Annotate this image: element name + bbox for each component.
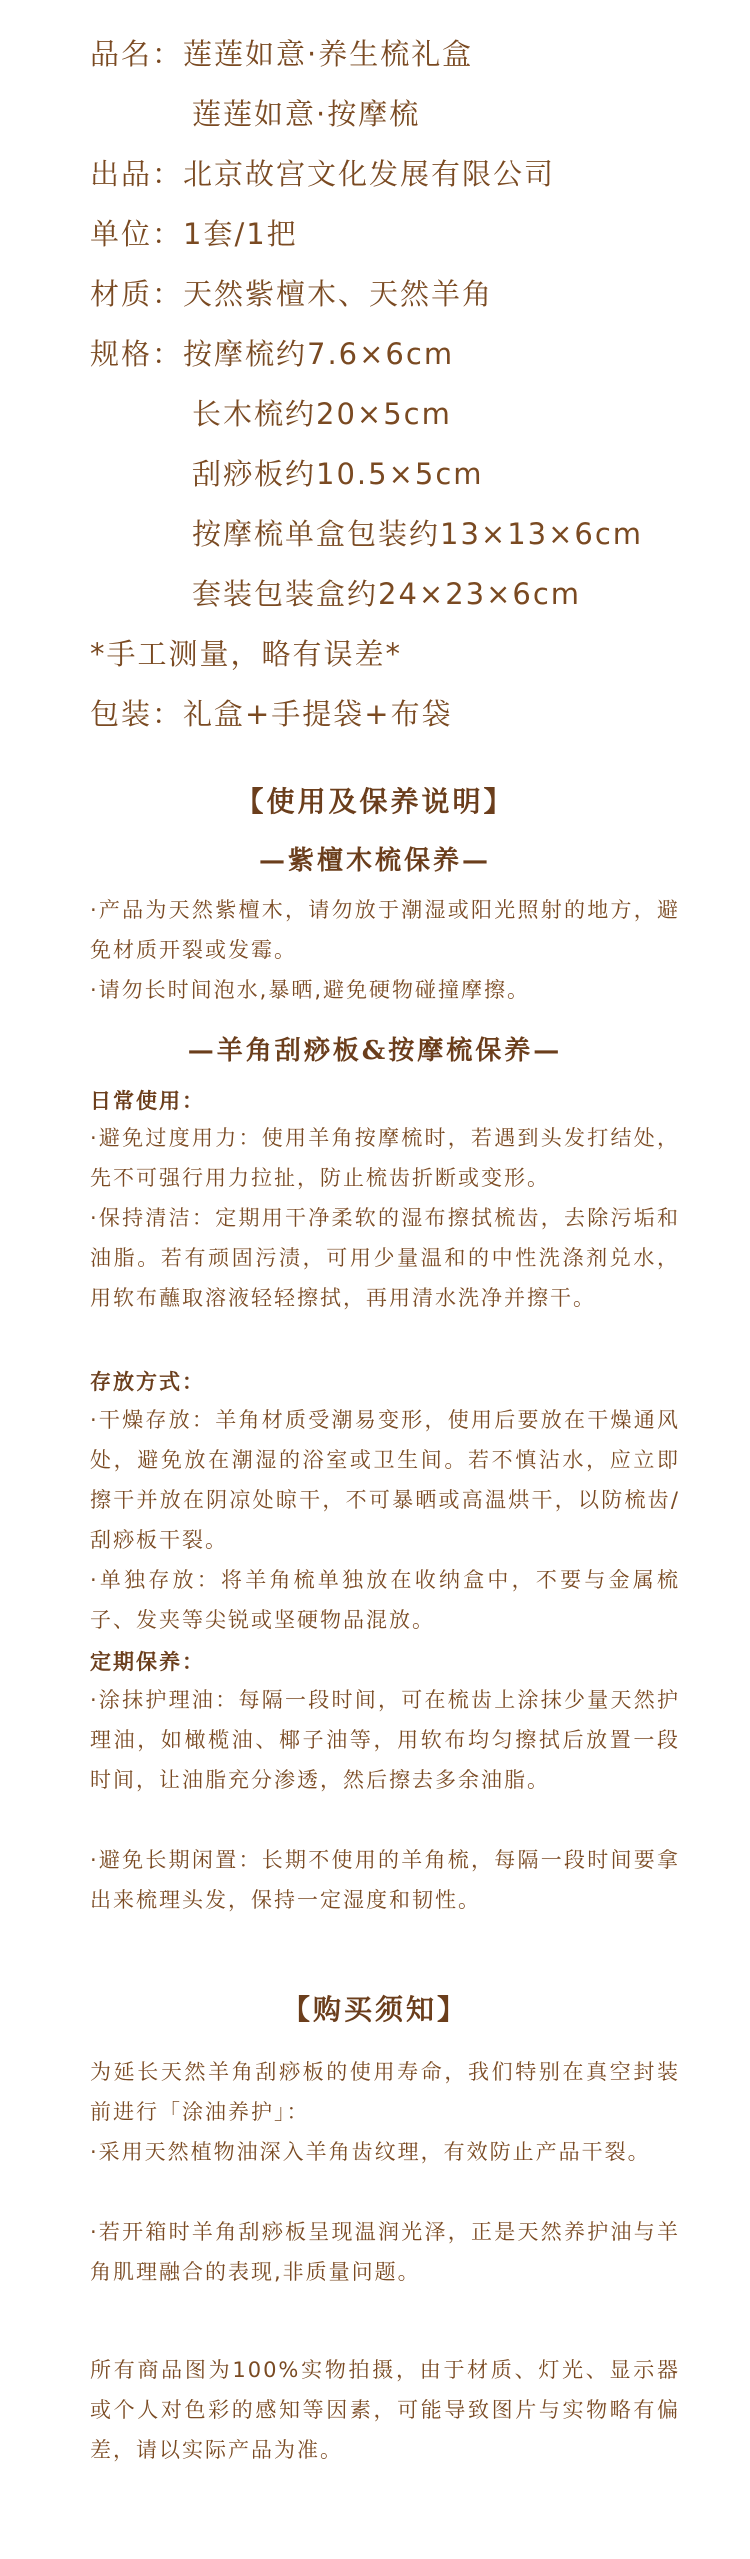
- spec-note: *手工测量，略有误差*: [90, 637, 403, 671]
- spec-unit: 单位：1套/1把: [90, 217, 298, 251]
- horn-care-title: —羊角刮痧板&按摩梳保养—: [187, 1036, 563, 1066]
- spec-size: 规格：按摩梳约7.6×6cm: [90, 337, 455, 371]
- spec-size-2: 长木梳约20×5cm: [192, 397, 452, 431]
- sandalwood-care-title: —紫檀木梳保养—: [258, 846, 491, 876]
- purchase-title: 【购买须知】: [281, 1993, 468, 2026]
- daily-use-item: ·避免过度用力：使用羊角按摩梳时，若遇到头发打结处，先不可强行用力拉扯，防止梳齿折断或变形。: [90, 1126, 680, 1190]
- spec-size-5: 套装包装盒约24×23×6cm: [192, 577, 582, 611]
- care-title: 【使用及保养说明】: [235, 785, 515, 818]
- purchase-intro: 为延长天然羊角刮痧板的使用寿命，我们特别在真空封装前进行「涂油养护」：: [90, 2060, 680, 2124]
- spec-name-2: 莲莲如意·按摩梳: [192, 97, 421, 131]
- purchase-item: ·若开箱时羊角刮痧板呈现温润光泽，正是天然养护油与羊角肌理融合的表现,非质量问题。: [90, 2220, 680, 2284]
- spec-packaging: 包装：礼盒+手提袋+布袋: [90, 697, 453, 731]
- daily-use-label: 日常使用：: [90, 1089, 205, 1113]
- storage-item: ·单独存放：将羊角梳单独放在收纳盒中，不要与金属梳子、发夹等尖锐或坚硬物品混放。: [90, 1568, 680, 1632]
- maintenance-item: ·避免长期闲置：长期不使用的羊角梳，每隔一段时间要拿出来梳理头发，保持一定湿度和韧性。: [90, 1848, 680, 1912]
- sandalwood-care-item: ·请勿长时间泡水,暴晒,避免硬物碰撞摩擦。: [90, 978, 531, 1002]
- spec-size-3: 刮痧板约10.5×5cm: [192, 457, 484, 491]
- purchase-disclaimer: 所有商品图为100%实物拍摄，由于材质、灯光、显示器或个人对色彩的感知等因素，可能导致图片与实物略有偏差，请以实际产品为准。: [90, 2358, 680, 2462]
- storage-item: ·干燥存放：羊角材质受潮易变形，使用后要放在干燥通风处，避免放在潮湿的浴室或卫生间。若不慎沾水，应立即擦干并放在阴凉处晾干，不可暴晒或高温烘干，以防梳齿/刮痧板干裂。: [90, 1408, 680, 1552]
- spec-name: 品名：莲莲如意·养生梳礼盒: [90, 37, 474, 71]
- sandalwood-care-item: ·产品为天然紫檀木，请勿放于潮湿或阳光照射的地方，避免材质开裂或发霉。: [90, 898, 680, 962]
- spec-material: 材质：天然紫檀木、天然羊角: [90, 277, 494, 311]
- storage-label: 存放方式：: [90, 1370, 205, 1394]
- purchase-item: ·采用天然植物油深入羊角齿纹理，有效防止产品干裂。: [90, 2140, 651, 2164]
- spec-size-4: 按摩梳单盒包装约13×13×6cm: [192, 517, 644, 551]
- maintenance-item: ·涂抹护理油：每隔一段时间，可在梳齿上涂抹少量天然护理油，如橄榄油、椰子油等，用软布均匀擦拭后放置一段时间，让油脂充分渗透，然后擦去多余油脂。: [90, 1688, 680, 1792]
- maintenance-label: 定期保养：: [90, 1650, 205, 1674]
- daily-use-item: ·保持清洁：定期用干净柔软的湿布擦拭梳齿，去除污垢和油脂。若有顽固污渍，可用少量温和的中性洗涤剂兑水，用软布蘸取溶液轻轻擦拭，再用清水洗净并擦干。: [90, 1206, 680, 1310]
- spec-publisher: 出品：北京故宫文化发展有限公司: [90, 157, 556, 191]
